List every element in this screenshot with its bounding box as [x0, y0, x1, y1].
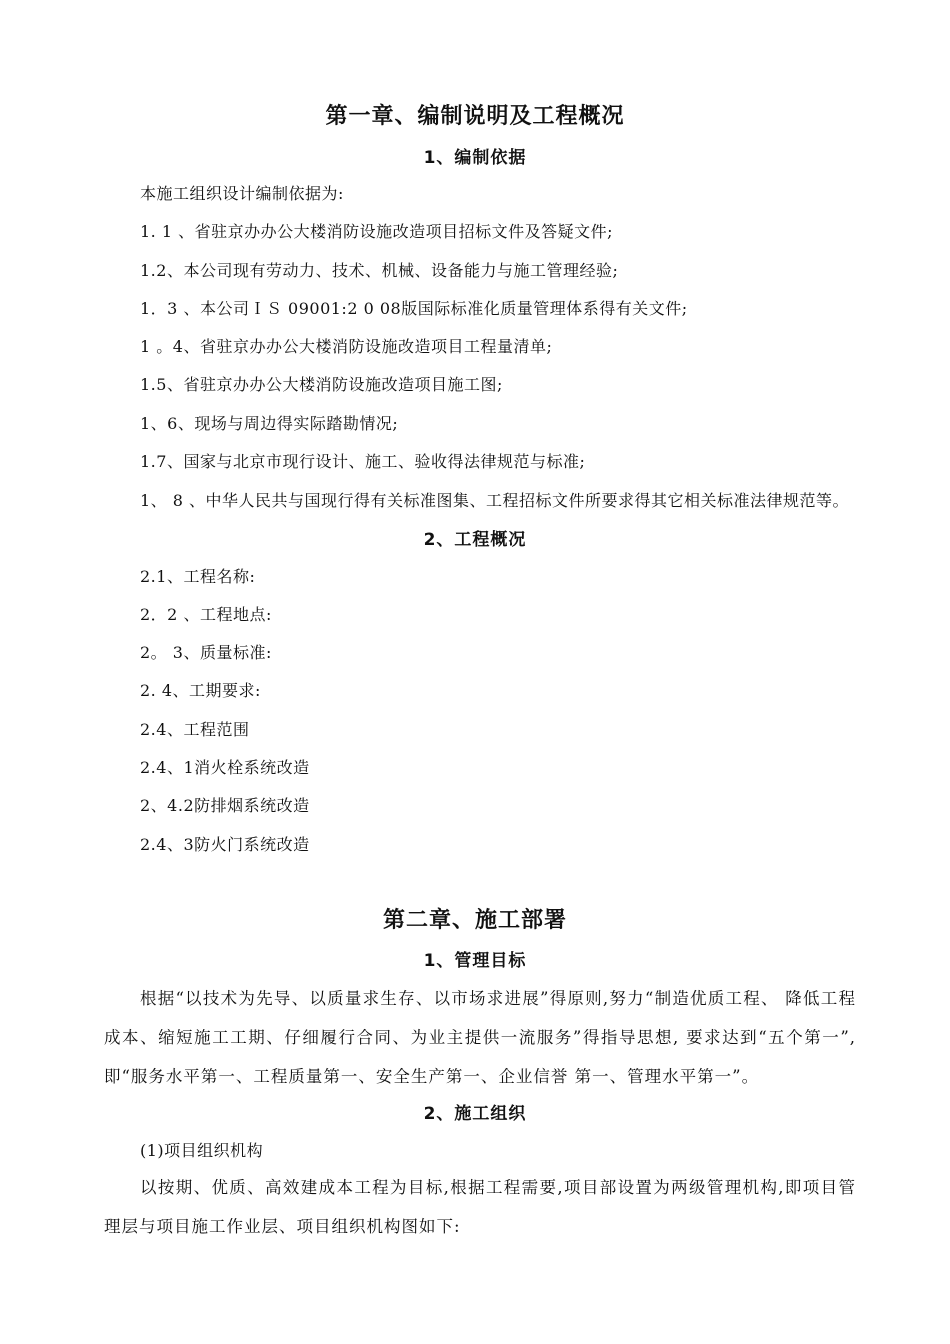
overview-item: 2.1、工程名称: — [140, 567, 256, 586]
overview-item: 2．2 、工程地点: — [140, 605, 272, 624]
section-1-2-title: 2、工程概况 — [423, 530, 527, 550]
basis-intro: 本施工组织设计编制依据为: — [140, 184, 344, 203]
overview-item: 2.4、工程范围 — [140, 720, 250, 739]
overview-item: 2.4、3防火门系统改造 — [140, 835, 310, 854]
construction-org-paragraph: 以按期、优质、高效建成本工程为目标,根据工程需要,项目部设置为两级管理机构,即项目管理层与项目施工作业层、项目组织机构图如下: — [104, 1178, 856, 1236]
section-2-1-title: 1、管理目标 — [423, 951, 527, 971]
basis-item: 1、 8 、中华人民共与国现行得有关标准图集、工程招标文件所要求得其它相关标准法律规范等。 — [140, 491, 850, 510]
overview-item: 2.4、1消火栓系统改造 — [140, 758, 310, 777]
basis-item: 1. 1 、省驻京办办公大楼消防设施改造项目招标文件及答疑文件; — [140, 222, 614, 241]
basis-item: 1、6、现场与周边得实际踏勘情况; — [140, 414, 399, 433]
basis-item: 1.7、国家与北京市现行设计、施工、验收得法律规范与标准; — [140, 452, 586, 471]
chapter-1-title: 第一章、编制说明及工程概况 — [325, 104, 625, 129]
basis-item: 1.5、省驻京办办公大楼消防设施改造项目施工图; — [140, 375, 503, 394]
project-org-subtitle: (1)项目组织机构 — [140, 1141, 264, 1160]
overview-item: 2. 4、工期要求: — [140, 681, 261, 700]
basis-item: 1.2、本公司现有劳动力、技术、机械、设备能力与施工管理经验; — [140, 261, 619, 280]
basis-item: 1 。4、省驻京办办公大楼消防设施改造项目工程量清单; — [140, 337, 553, 356]
section-1-1-title: 1、编制依据 — [423, 148, 527, 168]
management-goal-paragraph: 根据“以技术为先导、以质量求生存、以市场求进展”得原则,努力“制造优质工程、 降低工程成本、缩短施工工期、仔细履行合同、为业主提供一流服务”得指导思想, 要求达到“五个第一”,即“服务水平第一、工程质量第一、安全生产第一、企业信誉 第一、管理水平第一”。 — [104, 989, 856, 1086]
overview-item: 2、4.2防排烟系统改造 — [140, 796, 310, 815]
section-2-2-title: 2、施工组织 — [423, 1104, 527, 1124]
basis-item: 1．3 、本公司ＩＳ 09001:2 0 08版国际标准化质量管理体系得有关文件; — [140, 299, 688, 318]
overview-item: 2。 3、质量标准: — [140, 643, 272, 662]
chapter-2-title: 第二章、施工部署 — [382, 908, 567, 933]
